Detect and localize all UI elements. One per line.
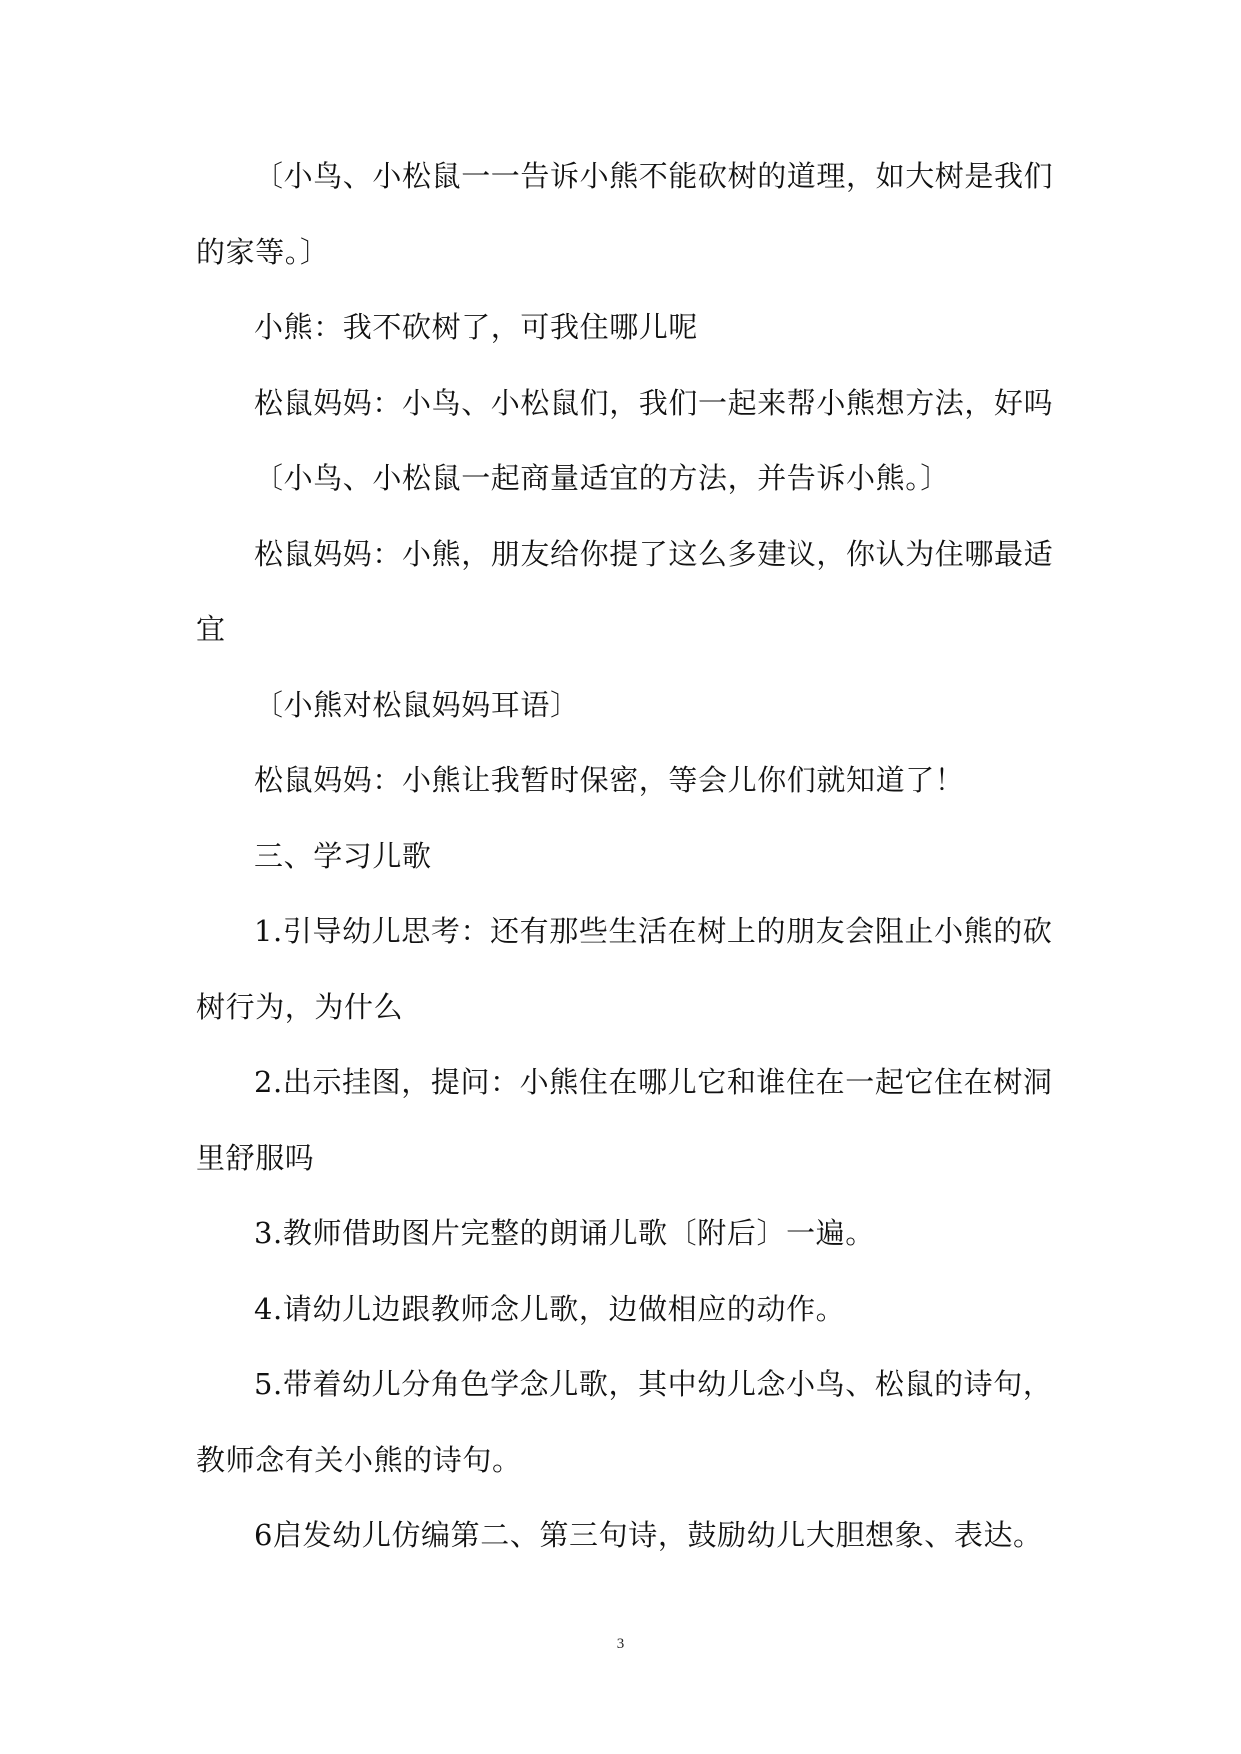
list-item: 5.带着幼儿分角色学念儿歌，其中幼儿念小鸟、松鼠的诗句， xyxy=(254,1367,1053,1401)
list-item: 3.教师借助图片完整的朗诵儿歌〔附后〕一遍。 xyxy=(254,1216,875,1250)
paragraph-line: 松鼠妈妈：小鸟、小松鼠们，我们一起来帮小熊想方法，好吗 xyxy=(254,385,1054,420)
page-content xyxy=(196,146,1054,1581)
paragraph-line: 宜 xyxy=(196,612,226,646)
list-item: 6启发幼儿仿编第二、第三句诗，鼓励幼儿大胆想象、表达。 xyxy=(254,1518,1043,1552)
paragraph-line: 〔小熊对松鼠妈妈耳语〕 xyxy=(254,687,580,722)
page-number: 3 xyxy=(616,1636,625,1652)
list-item: 2.出示挂图，提问：小熊住在哪儿它和谁住在一起它住在树洞 xyxy=(254,1065,1053,1099)
list-item: 1.引导幼儿思考：还有那些生活在树上的朋友会阻止小熊的砍 xyxy=(254,914,1053,948)
paragraph-line: 〔小鸟、小松鼠一一告诉小熊不能砍树的道理，如大树是我们 xyxy=(254,159,1054,193)
list-item-continuation: 里舒服吗 xyxy=(196,1140,315,1175)
list-item: 4.请幼儿边跟教师念儿歌，边做相应的动作。 xyxy=(254,1291,846,1326)
paragraph-line: 〔小鸟、小松鼠一起商量适宜的方法，并告诉小熊。〕 xyxy=(254,461,950,495)
section-heading: 三、学习儿歌 xyxy=(254,838,432,873)
paragraph-line: 小熊：我不砍树了，可我住哪儿呢 xyxy=(254,310,699,344)
paragraph-line: 松鼠妈妈：小熊让我暂时保密，等会儿你们就知道了！ xyxy=(254,763,965,797)
list-item-continuation: 树行为，为什么 xyxy=(196,989,404,1024)
paragraph-line: 的家等。〕 xyxy=(196,234,330,269)
paragraph-line: 松鼠妈妈：小熊，朋友给你提了这么多建议，你认为住哪最适 xyxy=(254,536,1054,571)
list-item-continuation: 教师念有关小熊的诗句。 xyxy=(196,1442,522,1477)
